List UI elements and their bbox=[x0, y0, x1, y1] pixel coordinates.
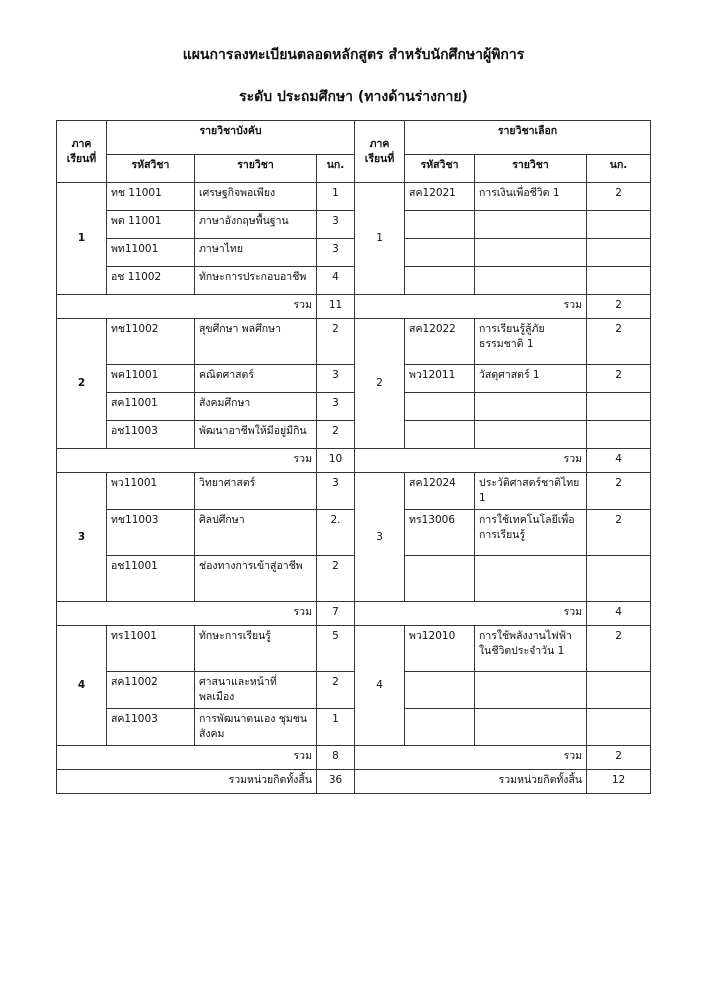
table-row bbox=[57, 556, 651, 602]
elective-subject-cell bbox=[475, 239, 587, 267]
elective-credit-cell bbox=[587, 709, 651, 746]
table-body bbox=[57, 183, 651, 794]
elective-subject-cell bbox=[475, 672, 587, 709]
sum-label-elective: รวม bbox=[355, 295, 587, 319]
required-credit-cell: 2. bbox=[317, 510, 355, 556]
elective-credit-cell: 2 bbox=[587, 183, 651, 211]
elective-credit-cell: 2 bbox=[587, 319, 651, 365]
term-number-required: 4 bbox=[57, 626, 107, 746]
table-row bbox=[57, 239, 651, 267]
required-code-cell: สค11002 bbox=[107, 672, 195, 709]
table-row bbox=[57, 319, 651, 365]
required-subject-cell: สุขศึกษา พลศึกษา bbox=[195, 319, 317, 365]
sum-label-required: รวม bbox=[57, 746, 317, 770]
term-number-elective: 2 bbox=[355, 319, 405, 449]
elective-credit-cell: 2 bbox=[587, 365, 651, 393]
required-credit-cell: 3 bbox=[317, 365, 355, 393]
header-term-left: ภาค เรียนที่ bbox=[57, 121, 107, 183]
elective-subject-cell bbox=[475, 267, 587, 295]
term-sum-row bbox=[57, 449, 651, 473]
required-subject-cell: ภาษาไทย bbox=[195, 239, 317, 267]
required-subject-cell: ช่องทางการเข้าสู่อาชีพ bbox=[195, 556, 317, 602]
elective-credit-cell bbox=[587, 556, 651, 602]
required-credit-cell: 2 bbox=[317, 556, 355, 602]
required-subject-cell: ภาษาอังกฤษพื้นฐาน bbox=[195, 211, 317, 239]
sum-value-required: 7 bbox=[317, 602, 355, 626]
required-code-cell: ทร11001 bbox=[107, 626, 195, 672]
table-row bbox=[57, 672, 651, 709]
sum-value-elective: 4 bbox=[587, 602, 651, 626]
sum-label-elective: รวม bbox=[355, 602, 587, 626]
required-credit-cell: 5 bbox=[317, 626, 355, 672]
table-row bbox=[57, 626, 651, 672]
header-term-right: ภาค เรียนที่ bbox=[355, 121, 405, 183]
required-subject-cell: ทักษะการเรียนรู้ bbox=[195, 626, 317, 672]
sum-label-elective: รวม bbox=[355, 746, 587, 770]
elective-subject-cell bbox=[475, 393, 587, 421]
elective-code-cell bbox=[405, 211, 475, 239]
header-subject: รายวิชา bbox=[475, 155, 587, 183]
elective-code-cell bbox=[405, 239, 475, 267]
required-credit-cell: 2 bbox=[317, 319, 355, 365]
sum-value-elective: 2 bbox=[587, 295, 651, 319]
total-value-elective: 12 bbox=[587, 770, 651, 794]
elective-code-cell: สค12021 bbox=[405, 183, 475, 211]
required-subject-cell: การพัฒนาตนเอง ชุมชน สังคม bbox=[195, 709, 317, 746]
elective-code-cell bbox=[405, 672, 475, 709]
grand-total-row bbox=[57, 770, 651, 794]
elective-subject-cell: การใช้พลังงานไฟฟ้าในชีวิตประจำวัน 1 bbox=[475, 626, 587, 672]
sum-label-elective: รวม bbox=[355, 449, 587, 473]
total-label-elective: รวมหน่วยกิตทั้งสิ้น bbox=[355, 770, 587, 794]
elective-credit-cell: 2 bbox=[587, 626, 651, 672]
term-number-elective: 3 bbox=[355, 473, 405, 602]
elective-code-cell: ทร13006 bbox=[405, 510, 475, 556]
elective-code-cell: สค12022 bbox=[405, 319, 475, 365]
elective-subject-cell bbox=[475, 556, 587, 602]
document-subtitle: ระดับ ประถมศึกษา (ทางด้านร่างกาย) bbox=[239, 89, 468, 105]
sum-label-required: รวม bbox=[57, 295, 317, 319]
required-code-cell: พค11001 bbox=[107, 365, 195, 393]
required-code-cell: ทช 11001 bbox=[107, 183, 195, 211]
elective-code-cell bbox=[405, 709, 475, 746]
table-row bbox=[57, 365, 651, 393]
term-number-required: 3 bbox=[57, 473, 107, 602]
required-subject-cell: คณิตศาสตร์ bbox=[195, 365, 317, 393]
header-credit: นก. bbox=[587, 155, 651, 183]
required-credit-cell: 2 bbox=[317, 421, 355, 449]
term-number-elective: 1 bbox=[355, 183, 405, 295]
required-code-cell: อช11003 bbox=[107, 421, 195, 449]
elective-subject-cell: การเงินเพื่อชีวิต 1 bbox=[475, 183, 587, 211]
elective-code-cell bbox=[405, 556, 475, 602]
required-subject-cell: ทักษะการประกอบอาชีพ bbox=[195, 267, 317, 295]
elective-code-cell: พว12010 bbox=[405, 626, 475, 672]
document-title: แผนการลงทะเบียนตลอดหลักสูตร สำหรับนักศึกษาผู้พิการ bbox=[182, 47, 525, 63]
elective-code-cell bbox=[405, 421, 475, 449]
required-subject-cell: วิทยาศาสตร์ bbox=[195, 473, 317, 510]
header-subject: รายวิชา bbox=[195, 155, 317, 183]
header-required: รายวิชาบังคับ bbox=[107, 121, 355, 155]
required-credit-cell: 1 bbox=[317, 709, 355, 746]
header-code: รหัสวิชา bbox=[107, 155, 195, 183]
term-sum-row bbox=[57, 295, 651, 319]
elective-code-cell bbox=[405, 267, 475, 295]
table-row bbox=[57, 473, 651, 510]
header-credit: นก. bbox=[317, 155, 355, 183]
elective-subject-cell: วัสดุศาสตร์ 1 bbox=[475, 365, 587, 393]
elective-subject-cell: การใช้เทคโนโลยีเพื่อการเรียนรู้ bbox=[475, 510, 587, 556]
total-label-required: รวมหน่วยกิตทั้งสิ้น bbox=[57, 770, 317, 794]
header-code: รหัสวิชา bbox=[405, 155, 475, 183]
sum-value-required: 11 bbox=[317, 295, 355, 319]
table-row bbox=[57, 393, 651, 421]
header-elective: รายวิชาเลือก bbox=[405, 121, 651, 155]
required-code-cell: อช 11002 bbox=[107, 267, 195, 295]
table-row bbox=[57, 267, 651, 295]
sum-label-required: รวม bbox=[57, 602, 317, 626]
term-sum-row bbox=[57, 746, 651, 770]
term-number-required: 2 bbox=[57, 319, 107, 449]
required-credit-cell: 4 bbox=[317, 267, 355, 295]
sum-value-required: 8 bbox=[317, 746, 355, 770]
table-row bbox=[57, 211, 651, 239]
enrollment-plan-table bbox=[56, 120, 651, 794]
sum-value-required: 10 bbox=[317, 449, 355, 473]
required-code-cell: สค11001 bbox=[107, 393, 195, 421]
elective-credit-cell bbox=[587, 239, 651, 267]
required-subject-cell: พัฒนาอาชีพให้มีอยู่มีกิน bbox=[195, 421, 317, 449]
elective-credit-cell: 2 bbox=[587, 510, 651, 556]
elective-subject-cell bbox=[475, 709, 587, 746]
table-row bbox=[57, 183, 651, 211]
required-code-cell: พต 11001 bbox=[107, 211, 195, 239]
elective-code-cell: พว12011 bbox=[405, 365, 475, 393]
required-subject-cell: ศิลปศึกษา bbox=[195, 510, 317, 556]
elective-subject-cell bbox=[475, 421, 587, 449]
required-subject-cell: ศาสนาและหน้าที่พลเมือง bbox=[195, 672, 317, 709]
table-row bbox=[57, 709, 651, 746]
required-credit-cell: 1 bbox=[317, 183, 355, 211]
elective-credit-cell bbox=[587, 672, 651, 709]
required-code-cell: พว11001 bbox=[107, 473, 195, 510]
required-code-cell: ทช11003 bbox=[107, 510, 195, 556]
required-code-cell: สค11003 bbox=[107, 709, 195, 746]
elective-credit-cell bbox=[587, 393, 651, 421]
elective-credit-cell: 2 bbox=[587, 473, 651, 510]
required-subject-cell: เศรษฐกิจพอเพียง bbox=[195, 183, 317, 211]
term-number-required: 1 bbox=[57, 183, 107, 295]
elective-credit-cell bbox=[587, 267, 651, 295]
required-code-cell: ทช11002 bbox=[107, 319, 195, 365]
elective-credit-cell bbox=[587, 421, 651, 449]
required-credit-cell: 3 bbox=[317, 239, 355, 267]
elective-code-cell: สค12024 bbox=[405, 473, 475, 510]
sum-label-required: รวม bbox=[57, 449, 317, 473]
required-credit-cell: 3 bbox=[317, 211, 355, 239]
sum-value-elective: 4 bbox=[587, 449, 651, 473]
elective-code-cell bbox=[405, 393, 475, 421]
elective-credit-cell bbox=[587, 211, 651, 239]
elective-subject-cell bbox=[475, 211, 587, 239]
term-sum-row bbox=[57, 602, 651, 626]
sum-value-elective: 2 bbox=[587, 746, 651, 770]
required-code-cell: พท11001 bbox=[107, 239, 195, 267]
required-credit-cell: 3 bbox=[317, 473, 355, 510]
required-credit-cell: 2 bbox=[317, 672, 355, 709]
elective-subject-cell: ประวัติศาสตร์ชาติไทย 1 bbox=[475, 473, 587, 510]
table-row bbox=[57, 421, 651, 449]
required-credit-cell: 3 bbox=[317, 393, 355, 421]
total-value-required: 36 bbox=[317, 770, 355, 794]
required-subject-cell: สังคมศึกษา bbox=[195, 393, 317, 421]
elective-subject-cell: การเรียนรู้สู้ภัยธรรมชาติ 1 bbox=[475, 319, 587, 365]
required-code-cell: อช11001 bbox=[107, 556, 195, 602]
table-row bbox=[57, 510, 651, 556]
term-number-elective: 4 bbox=[355, 626, 405, 746]
